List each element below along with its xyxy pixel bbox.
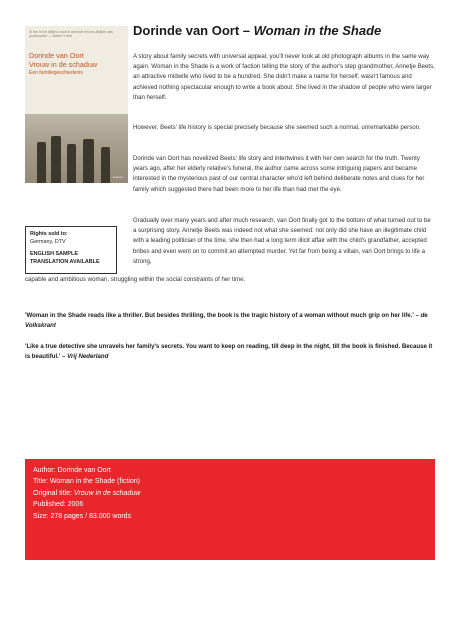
quote-source: de Volkskrant bbox=[25, 312, 428, 330]
page-title bbox=[133, 23, 381, 38]
original-title-value: Vrouw in de schaduw bbox=[73, 490, 141, 497]
title-author: Dorinde van Oort – bbox=[133, 23, 254, 38]
cover-figure bbox=[37, 142, 46, 183]
book-info-panel bbox=[25, 459, 435, 560]
paragraph-normal: However, Beets' life history is special precisely because she seemed such a normal, unremarkable person. bbox=[133, 124, 421, 131]
info-size: Size: 278 pages / 83.000 words bbox=[33, 513, 132, 520]
title-book: Woman in the Shade bbox=[253, 23, 382, 38]
cover-figure bbox=[101, 147, 110, 183]
paragraph-novelized: Dorinde van Oort has novelized Beets' life story and intertwines it with her own search for the truth. Twenty years ago, after her elderly relative's funeral, the author came across some intriguing papers and became interested in the mysterious past of our central character who'd left behind deliberate notes and clues for her family which suggested there had been more to her life than had met the eye. bbox=[133, 155, 425, 193]
cover-figure bbox=[67, 144, 76, 183]
info-title: Title: Woman in the Shade (fiction) bbox=[33, 478, 140, 485]
cover-title-line2: Vrouw in de schaduw bbox=[29, 59, 98, 69]
cover-figure bbox=[51, 136, 61, 183]
rights-box bbox=[25, 226, 117, 274]
info-published: Published: 2006 bbox=[33, 501, 84, 508]
cover-title-line1: Dorinde van Oort bbox=[29, 51, 84, 60]
cover-publisher: Cossee bbox=[112, 175, 123, 179]
original-title-label: Original title: bbox=[33, 490, 74, 497]
book-cover bbox=[25, 26, 128, 183]
rights-value: Germany, DTV bbox=[30, 239, 66, 245]
cover-figure bbox=[83, 139, 94, 183]
quote-text: 'Woman in the Shade reads like a thriller. But besides thrilling, the book is the tragic history of a woman without much grip on her life.' – bbox=[25, 312, 421, 319]
paragraph-intro: A story about family secrets with universal appeal; you'll never look at old photograph albums in the same way again. Woman in the Shade is a work of faction telling the story of the author's step grandmother, Annetje Beets, an attractive midwife who lived to be a hundred. She didn't make a name for herself, wasn't famous and achieved nothing spectacular enough to write a book about. She lived in the shadow of people who were larger than herself. bbox=[133, 53, 435, 101]
cover-photo bbox=[25, 114, 128, 183]
quote-vrij-nederland bbox=[25, 342, 435, 362]
sample-line2: TRANSLATION AVAILABLE bbox=[30, 259, 100, 265]
info-author: Author: Dorinde van Oort bbox=[33, 467, 111, 474]
paragraph-research: Gradually over many years and after much research, van Oort finally got to the bottom of what turned out to be a surprising story. Annetje Beets was indeed not what she seemed: not only did she have an illegitimate child with a leading politician of the time, she then had a long term illicit affair with the child's grandfather, accepted bribes and even went on to commit an attempted murder. Yet far from being a villain, van Oort brings to life a strong, bbox=[133, 217, 431, 265]
sample-line1: ENGLISH SAMPLE bbox=[30, 251, 78, 257]
rights-label: Rights sold to: bbox=[30, 231, 68, 237]
cover-title bbox=[29, 52, 97, 69]
quote-source: Vrij Nederland bbox=[67, 353, 109, 361]
cover-tagline: 'Ik ben in het difijken, maar ik weet wie het ons afkijken was grootmoeder' — Marten 't Hart bbox=[29, 30, 113, 38]
quote-volkskrant bbox=[25, 311, 435, 331]
cover-subtitle: Een familiegeschiedenis bbox=[29, 70, 83, 76]
paragraph-research-cont: capable and ambitious woman, struggling within the social constraints of her time. bbox=[25, 276, 246, 283]
info-original-title bbox=[33, 490, 140, 497]
quote-text: 'Like a true detective she unravels her family's secrets. You want to keep on reading, till deep in the night, till the book is finished. Because it is beautiful.' – bbox=[25, 343, 433, 361]
